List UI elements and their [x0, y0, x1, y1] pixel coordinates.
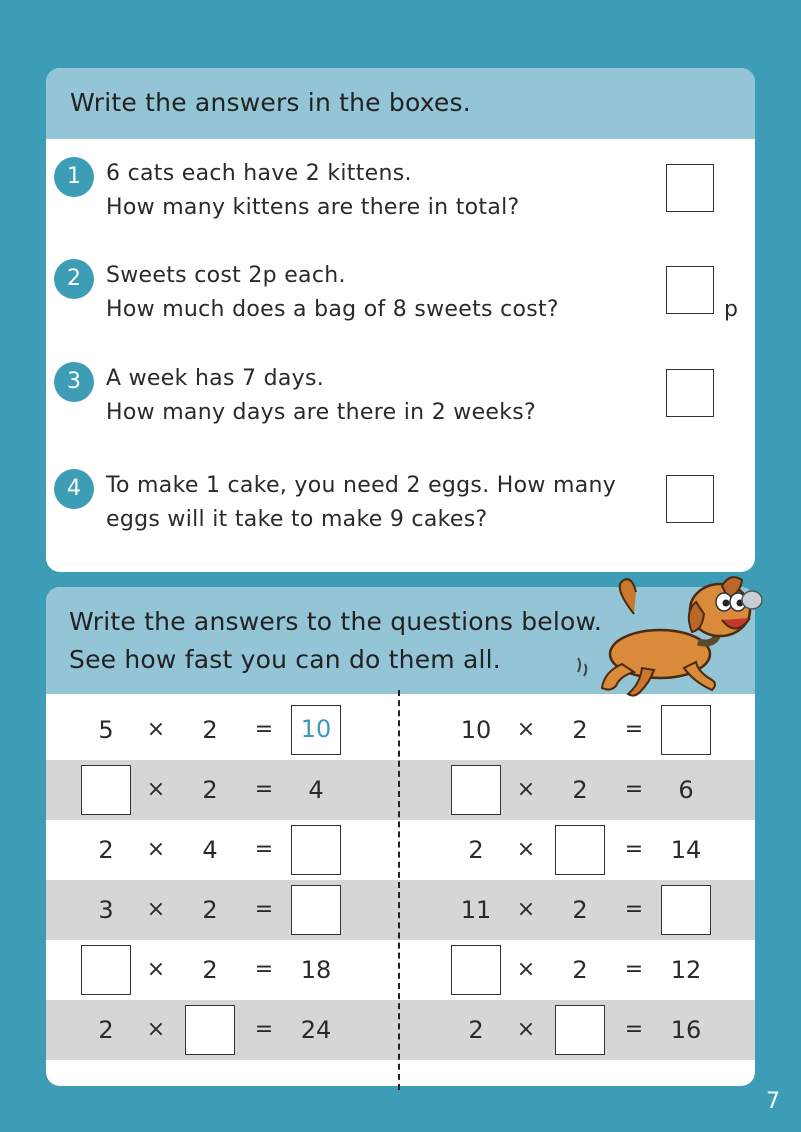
equals-sign: =	[624, 897, 644, 922]
answer-box-1[interactable]	[666, 164, 714, 212]
first-factor: 11	[460, 896, 492, 924]
answer-box-first-factor[interactable]	[451, 945, 501, 995]
question-number-badge: 2	[54, 259, 94, 299]
question-number-badge: 1	[54, 157, 94, 197]
times-sign: ×	[146, 897, 166, 922]
product: 4	[308, 776, 324, 804]
first-factor: 3	[98, 896, 114, 924]
multiplication-instruction-line2: See how fast you can do them all.	[69, 645, 501, 674]
question-number-badge: 3	[54, 362, 94, 402]
second-factor: 2	[202, 716, 218, 744]
equals-sign: =	[624, 957, 644, 982]
question-number-badge: 4	[54, 469, 94, 509]
word-problems-instruction: Write the answers in the boxes.	[70, 88, 471, 117]
product: 18	[300, 956, 332, 984]
first-factor: 2	[98, 836, 114, 864]
second-factor: 2	[572, 716, 588, 744]
answer-box-second-factor[interactable]	[185, 1005, 235, 1055]
answer-box-product[interactable]	[291, 885, 341, 935]
multiplication-instruction-line1: Write the answers to the questions below.	[69, 607, 602, 636]
grid-row	[46, 820, 755, 880]
equals-sign: =	[254, 837, 274, 862]
product: 16	[670, 1016, 702, 1044]
times-sign: ×	[516, 837, 536, 862]
first-factor: 2	[98, 1016, 114, 1044]
second-factor: 2	[572, 776, 588, 804]
times-sign: ×	[516, 897, 536, 922]
first-factor: 2	[468, 836, 484, 864]
product: 24	[300, 1016, 332, 1044]
question-text-line2: How many days are there in 2 weeks?	[106, 400, 537, 425]
first-factor: 2	[468, 1016, 484, 1044]
times-sign: ×	[516, 957, 536, 982]
question-text-line1: Sweets cost 2p each.	[106, 263, 346, 288]
times-sign: ×	[146, 717, 166, 742]
times-sign: ×	[146, 777, 166, 802]
equals-sign: =	[624, 717, 644, 742]
answer-box-product[interactable]	[661, 705, 711, 755]
times-sign: ×	[516, 777, 536, 802]
answer-box-second-factor[interactable]	[555, 1005, 605, 1055]
question-text-line2: How many kittens are there in total?	[106, 195, 520, 220]
answer-box-product[interactable]	[661, 885, 711, 935]
first-factor: 10	[460, 716, 492, 744]
grid-row	[46, 940, 755, 1000]
word-problems-panel	[46, 68, 755, 572]
equals-sign: =	[624, 1017, 644, 1042]
question-text-line2: eggs will it take to make 9 cakes?	[106, 507, 488, 532]
answer-box-first-factor[interactable]	[81, 945, 131, 995]
first-factor: 5	[98, 716, 114, 744]
second-factor: 2	[202, 956, 218, 984]
equals-sign: =	[254, 777, 274, 802]
equals-sign: =	[254, 1017, 274, 1042]
word-problem-4	[54, 469, 754, 539]
answer-box-3[interactable]	[666, 369, 714, 417]
grid-row	[46, 1000, 755, 1060]
question-text-line1: 6 cats each have 2 kittens.	[106, 161, 412, 186]
second-factor: 2	[572, 896, 588, 924]
grid-row	[46, 760, 755, 820]
word-problem-1	[54, 157, 754, 227]
answer-box-4[interactable]	[666, 475, 714, 523]
times-sign: ×	[146, 1017, 166, 1042]
word-problems-header	[46, 68, 755, 139]
dog-illustration	[572, 572, 772, 702]
page-number: 7	[766, 1089, 780, 1114]
equals-sign: =	[254, 897, 274, 922]
word-problem-3	[54, 362, 754, 432]
second-factor: 4	[202, 836, 218, 864]
grid-row	[46, 880, 755, 940]
word-problem-2	[54, 259, 754, 329]
answer-box-first-factor[interactable]	[451, 765, 501, 815]
product: 12	[670, 956, 702, 984]
times-sign: ×	[516, 717, 536, 742]
product: 14	[670, 836, 702, 864]
question-text-line1: To make 1 cake, you need 2 eggs. How many	[106, 473, 617, 498]
times-sign: ×	[516, 1017, 536, 1042]
question-text-line2: How much does a bag of 8 sweets cost?	[106, 297, 559, 322]
answer-box-2[interactable]	[666, 266, 714, 314]
answer-box-first-factor[interactable]	[81, 765, 131, 815]
product: 6	[678, 776, 694, 804]
times-sign: ×	[146, 957, 166, 982]
second-factor: 2	[202, 896, 218, 924]
question-text-line1: A week has 7 days.	[106, 366, 325, 391]
equals-sign: =	[254, 957, 274, 982]
answer-box-second-factor[interactable]	[555, 825, 605, 875]
second-factor: 2	[572, 956, 588, 984]
equals-sign: =	[624, 837, 644, 862]
second-factor: 2	[202, 776, 218, 804]
equals-sign: =	[624, 777, 644, 802]
answer-box-product[interactable]: 10	[291, 705, 341, 755]
equals-sign: =	[254, 717, 274, 742]
times-sign: ×	[146, 837, 166, 862]
grid-row	[46, 700, 755, 760]
column-divider	[398, 690, 400, 1090]
pence-unit-label: p	[724, 297, 738, 322]
answer-box-product[interactable]	[291, 825, 341, 875]
